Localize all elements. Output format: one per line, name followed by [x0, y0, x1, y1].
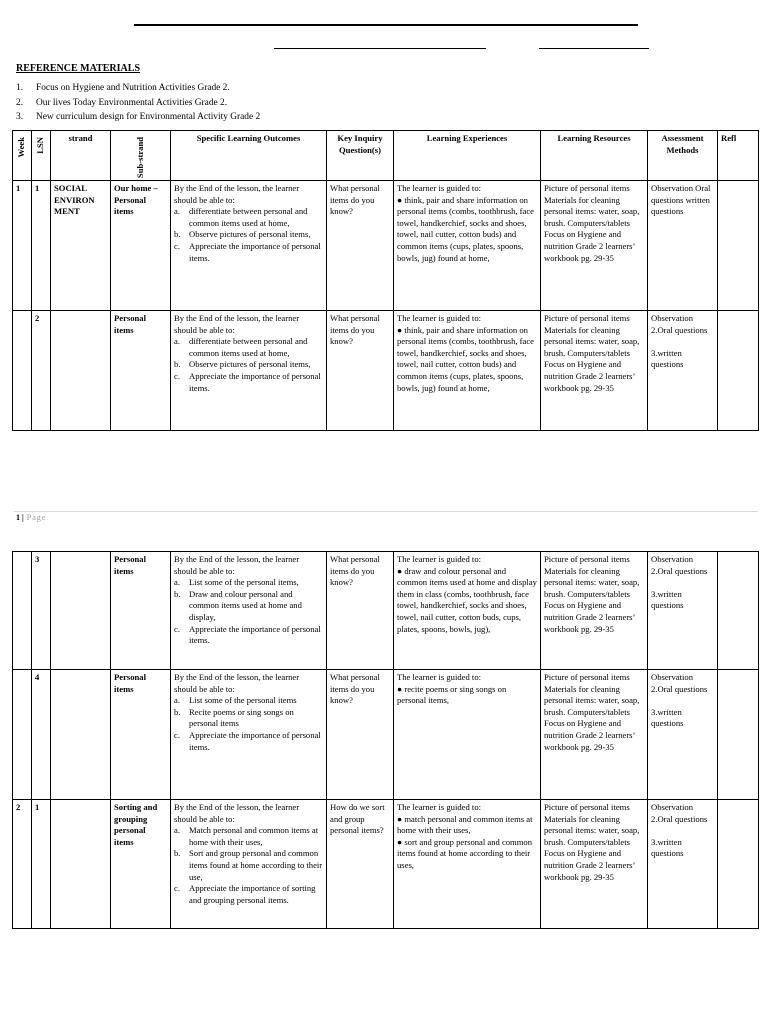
outcome-item: c. Appreciate the importance of personal items.	[174, 371, 321, 393]
table-row	[13, 670, 759, 800]
table-row	[13, 311, 759, 431]
header-experiences: Learning Experiences	[394, 131, 541, 181]
strand-cell	[51, 670, 111, 800]
inquiry-cell: What personal items do you know?	[327, 552, 394, 670]
reflection-cell	[718, 311, 759, 431]
week-cell	[13, 311, 32, 431]
school-name-blank	[274, 48, 486, 49]
lsn-cell: 2	[32, 311, 51, 431]
footer-rule	[14, 511, 758, 512]
lsn-cell: 1	[32, 800, 51, 929]
strand-cell	[51, 552, 111, 670]
outcome-item: a. differentiate between personal and common items used at home,	[174, 206, 308, 228]
outcome-item: b. Observe pictures of personal items,	[174, 229, 311, 240]
inquiry-cell: What personal items do you know?	[327, 311, 394, 431]
header-strand: strand	[51, 131, 111, 181]
lsn-cell: 1	[32, 181, 51, 311]
table-row	[13, 181, 759, 311]
header-outcomes: Specific Learning Outcomes	[171, 131, 327, 181]
outcome-item: c. Appreciate the importance of personal items.	[174, 729, 321, 752]
reflection-cell	[718, 670, 759, 800]
outcome-item: b. Sort and group personal and common items found at home according to their use,	[174, 848, 323, 882]
reference-list	[16, 81, 260, 125]
outcome-item: a. Match personal and common items at home with their uses,	[174, 825, 319, 847]
substrand-cell: Personal items	[111, 311, 171, 431]
inquiry-cell: What personal items do you know?	[327, 670, 394, 800]
header-rule	[134, 24, 638, 26]
assessment-cell: Observation 2.Oral questions 3.written questions	[648, 800, 718, 929]
scheme-table-1	[12, 130, 759, 431]
outcome-item: a. differentiate between personal and common items used at home,	[174, 336, 308, 358]
resources-cell: Picture of personal items Materials for cleaning personal items: water, soap, brush. Computers/tablets Focus on Hygiene and nutrition Grade 2 learners’ workbook pg. 29-35	[541, 670, 648, 800]
table-header-row	[13, 131, 759, 181]
assessment-cell: Observation 2.Oral questions 3.written questions	[648, 311, 718, 431]
outcome-item: a. List some of the personal items	[174, 695, 297, 706]
reflection-cell	[718, 552, 759, 670]
term-blank	[539, 48, 649, 49]
substrand-cell: Personal items	[111, 552, 171, 670]
experiences-cell: The learner is guided to: ● think, pair and share information on personal items (combs, toothbrush, face towel, handkerchief, socks and shoes, towel, nail cutter, cotton buds) and common items (cups, plates, spoons, bowls, jug) found at home,	[394, 181, 541, 311]
substrand-cell: Our home – Personal items	[111, 181, 171, 311]
experiences-cell: The learner is guided to: ● draw and colour personal and common items used at home and display them in class (combs, toothbrush, face towel, handkerchief, socks and shoes, towel, nail cutter, cotton buds, cups, plates, spoons, bowls, jug),	[394, 552, 541, 670]
header-week: Week	[13, 131, 32, 181]
substrand-cell: Sorting and grouping personal items	[111, 800, 171, 929]
inquiry-cell: What personal items do you know?	[327, 181, 394, 311]
outcomes-cell: By the End of the lesson, the learner should be able to: a. differentiate between personal and common items used at home, b. Observe pictures of personal items, c. Appreciate the importance of personal items.	[171, 311, 327, 431]
header-substrand: Sub-strand	[111, 131, 171, 181]
header-refl: Refl	[718, 131, 759, 181]
assessment-cell: Observation 2.Oral questions 3.written questions	[648, 670, 718, 800]
strand-cell	[51, 311, 111, 431]
strand-cell	[51, 800, 111, 929]
outcomes-cell: By the End of the lesson, the learner should be able to: a. differentiate between personal and common items used at home, b. Observe pictures of personal items, c. Appreciate the importance of personal items.	[171, 181, 327, 311]
outcome-item: c. Appreciate the importance of personal items.	[174, 623, 321, 646]
assessment-cell: Observation 2.Oral questions 3.written questions	[648, 552, 718, 670]
outcome-item: a. List some of the personal items,	[174, 577, 299, 588]
table-row	[13, 800, 759, 929]
header-resources: Learning Resources	[541, 131, 648, 181]
week-cell	[13, 670, 32, 800]
outcome-item: b. Draw and colour personal and common items used at home and display,	[174, 588, 302, 622]
reflection-cell	[718, 800, 759, 929]
lsn-cell: 4	[32, 670, 51, 800]
experiences-cell: The learner is guided to: ● match personal and common items at home with their uses, ● sort and group personal and common items found at home according to their uses,	[394, 800, 541, 929]
resources-cell: Picture of personal items Materials for cleaning personal items: water, soap, brush. Computers/tablets Focus on Hygiene and nutrition Grade 2 learners’ workbook pg. 29-35	[541, 311, 648, 431]
resources-cell: Picture of personal items Materials for cleaning personal items: water, soap, brush. Computers/tablets Focus on Hygiene and nutrition Grade 2 learners’ workbook pg. 29-35	[541, 552, 648, 670]
substrand-cell: Personal items	[111, 670, 171, 800]
outcome-item: b. Observe pictures of personal items,	[174, 359, 311, 370]
experiences-cell: The learner is guided to: ● recite poems or sing songs on personal items,	[394, 670, 541, 800]
header-lsn: LSN	[32, 131, 51, 181]
week-cell: 2	[13, 800, 32, 929]
lsn-cell: 3	[32, 552, 51, 670]
experiences-cell: The learner is guided to: ● think, pair and share information on personal items (combs, toothbrush, face towel, handkerchief, socks and shoes, towel, nail cutter, cotton buds) and common items (cups, plates, spoons, bowls, jug) found at home,	[394, 311, 541, 431]
week-cell	[13, 552, 32, 670]
scheme-table-2	[12, 551, 759, 929]
outcome-item: c. Appreciate the importance of personal items.	[174, 241, 321, 263]
header-assessment: Assessment Methods	[648, 131, 718, 181]
reflection-cell	[718, 181, 759, 311]
resources-cell: Picture of personal items Materials for cleaning personal items: water, soap, brush. Computers/tablets Focus on Hygiene and nutrition Grade 2 learners’ workbook pg. 29-35	[541, 800, 648, 929]
outcome-item: b. Recite poems or sing songs on personal items	[174, 706, 294, 729]
outcomes-cell: By the End of the lesson, the learner should be able to: a. Match personal and common items at home with their uses, b. Sort and group personal and common items found at home according to their use, c. Appreciate the importance of sorting and grouping personal items.	[171, 800, 327, 929]
outcomes-cell: By the End of the lesson, the learner should be able to: a. List some of the personal items, b. Draw and colour personal and common items used at home and display, c. Appreciate the importance of personal items.	[171, 552, 327, 670]
week-cell: 1	[13, 181, 32, 311]
reference-item: 3. New curriculum design for Environmental Activity Grade 2	[16, 112, 261, 122]
outcomes-cell: By the End of the lesson, the learner should be able to: a. List some of the personal items b. Recite poems or sing songs on personal items c. Appreciate the importance of personal items.	[171, 670, 327, 800]
outcome-item: c. Appreciate the importance of sorting and grouping personal items.	[174, 883, 316, 905]
reference-item: 1. Focus on Hygiene and Nutrition Activities Grade 2.	[16, 83, 230, 93]
reference-title: REFERENCE MATERIALS	[16, 63, 140, 74]
inquiry-cell: How do we sort and group personal items?	[327, 800, 394, 929]
table-row	[13, 552, 759, 670]
resources-cell: Picture of personal items Materials for cleaning personal items: water, soap, brush. Computers/tablets Focus on Hygiene and nutrition Grade 2 learners’ workbook pg. 29-35	[541, 181, 648, 311]
page-footer: 1 | Page	[16, 513, 47, 522]
header-inquiry: Key Inquiry Question(s)	[327, 131, 394, 181]
reference-item: 2. Our lives Today Environmental Activities Grade 2.	[16, 97, 228, 108]
strand-cell: SOCIAL ENVIRON MENT	[51, 181, 111, 311]
assessment-cell: Observation Oral questions written questions	[648, 181, 718, 311]
